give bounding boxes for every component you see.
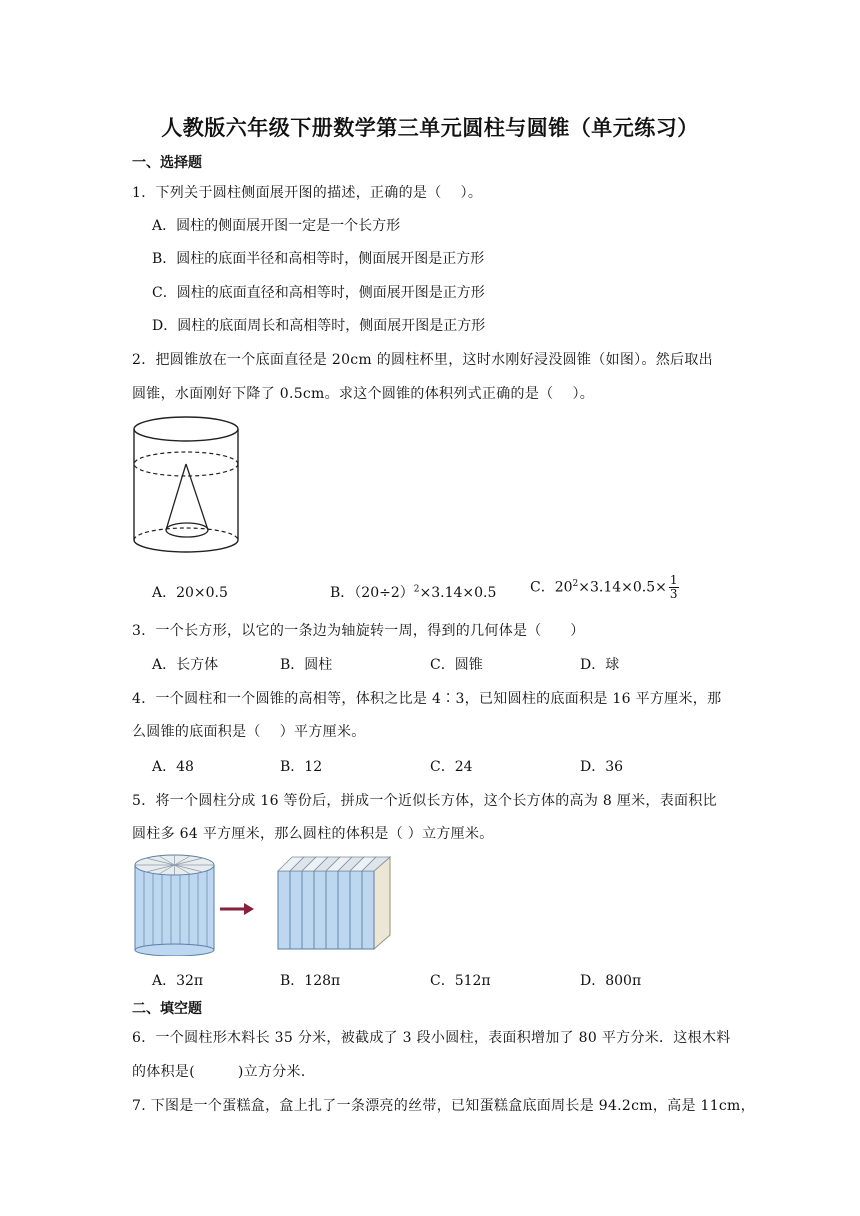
question-5-stem-line-2: 圆柱多 64 平方厘米，那么圆柱的体积是（ ）立方厘米。: [132, 826, 494, 842]
question-4-option-c: C．24: [430, 759, 473, 775]
page-title: 人教版六年级下册数学第三单元圆柱与圆锥（单元练习）: [161, 116, 699, 140]
question-3-stem: 3．一个长方形，以它的一条边为轴旋转一周，得到的几何体是（ ）: [132, 623, 585, 639]
question-3-option-c: C．圆锥: [430, 657, 483, 673]
question-1-option-d: D．圆柱的底面周长和高相等时，侧面展开图是正方形: [152, 318, 486, 334]
question-1-stem: 1．下列关于圆柱侧面展开图的描述，正确的是（ ）。: [132, 185, 483, 201]
question-5-option-a: A．32π: [152, 973, 204, 989]
question-4-option-a: A．48: [152, 759, 194, 775]
question-6-stem-line-2: 的体积是( )立方分米．: [132, 1064, 316, 1080]
cylinder-with-cone-figure: [128, 412, 246, 558]
cylinder-sectors-figure: [132, 853, 217, 956]
question-6-stem-line-1: 6．一个圆柱形木料长 35 分米，被截成了 3 段小圆柱，表面积增加了 80 平方分米．这根木料: [132, 1030, 731, 1046]
question-1-option-c: C．圆柱的底面直径和高相等时，侧面展开图是正方形: [152, 285, 485, 301]
question-2-option-c: C．$20^2\times 3.14\times 0.5\times$ $\frac{1}{3}$: [530, 573, 678, 601]
question-1-option-b: B．圆柱的底面半径和高相等时，侧面展开图是正方形: [152, 251, 485, 267]
question-4-option-b: B．12: [280, 759, 323, 775]
question-7-stem-line-1: 7. 下图是一个蛋糕盒，盒上扎了一条漂亮的丝带，已知蛋糕盒底面周长是 94.2cm，高是 11cm，: [132, 1098, 755, 1114]
question-2-option-a: A．20×0.5: [152, 585, 228, 601]
question-1-option-a: A．圆柱的侧面展开图一定是一个长方形: [152, 218, 401, 234]
question-3-option-a: A．长方体: [152, 657, 219, 673]
question-2-stem-line-2: 圆锥，水面刚好下降了 0.5cm。求这个圆锥的体积列式正确的是（ ）。: [132, 386, 595, 402]
question-5-option-b: B．128π: [280, 973, 341, 989]
arrow-right-icon: [218, 901, 256, 917]
question-3-option-b: B．圆柱: [280, 657, 333, 673]
section-heading-choice: 一、选择题: [132, 155, 202, 171]
question-5-stem-line-1: 5．将一个圆柱分成 16 等份后，拼成一个近似长方体，这个长方体的高为 8 厘米，表面积比: [132, 793, 717, 809]
question-4-stem-line-1: 4．一个圆柱和一个圆锥的高相等，体积之比是 4∶3，已知圆柱的底面积是 16 平方厘米，那: [132, 691, 722, 707]
question-2-stem-line-1: 2．把圆锥放在一个底面直径是 20cm 的圆柱杯里，这时水刚好浸没圆锥（如图）。然后取出: [132, 352, 713, 368]
question-3-option-d: D．球: [580, 657, 620, 673]
question-4-stem-line-2: 么圆锥的底面积是（ ）平方厘米。: [132, 724, 366, 740]
section-heading-fill-blank: 二、填空题: [132, 1001, 202, 1017]
question-5-option-c: C．512π: [430, 973, 491, 989]
question-5-option-d: D．800π: [580, 973, 642, 989]
fraction-one-third: $\frac{1}{3}$: [669, 573, 678, 601]
question-4-option-d: D．36: [580, 759, 624, 775]
cuboid-figure: [274, 853, 398, 953]
question-2-option-b: B．$(20\div 2)^2\times 3.14\times 0.5$: [330, 584, 497, 601]
